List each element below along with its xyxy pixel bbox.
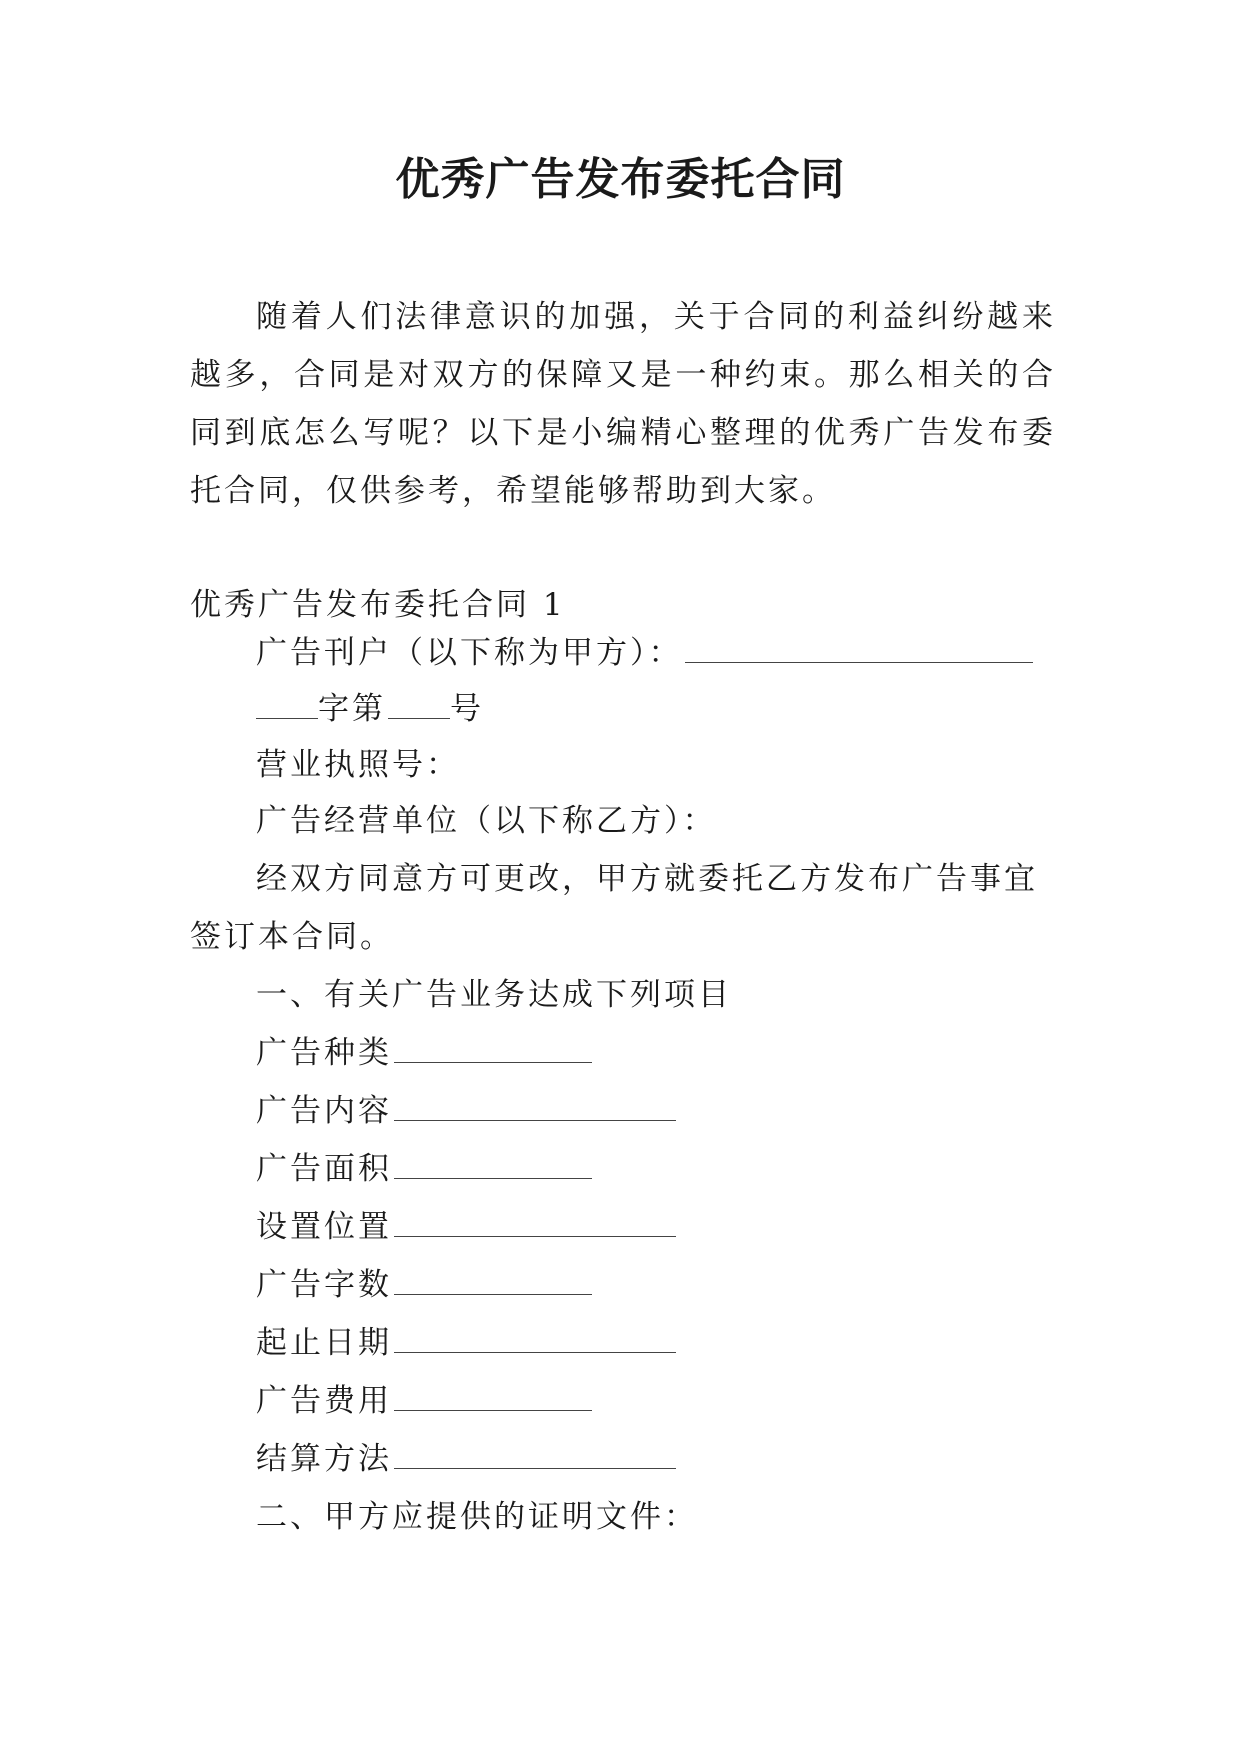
item-blank xyxy=(394,1206,676,1237)
item-label: 广告种类 xyxy=(256,1035,392,1071)
item-label: 结算方法 xyxy=(256,1441,392,1477)
license-line: 营业执照号： xyxy=(256,747,460,783)
party-a-label: 广告刊户（以下称为甲方）： xyxy=(256,635,683,671)
item-blank xyxy=(394,1032,592,1063)
item-blank xyxy=(394,1322,676,1353)
intro-paragraph: 随着人们法律意识的加强，关于合同的利益纠纷越来越多，合同是对双方的保障又是一种约束。那么相关的合同到底怎么写呢？以下是小编精心整理的优秀广告发布委托合同，仅供参考，希望能够帮助到大家。 xyxy=(190,299,1056,509)
item-ad-type xyxy=(256,1024,592,1082)
doc-number-blank xyxy=(388,688,450,719)
doc-number-line xyxy=(256,680,484,738)
item-blank xyxy=(394,1438,676,1469)
item-label: 广告面积 xyxy=(256,1151,392,1187)
doc-number-suffix: 号 xyxy=(450,691,484,727)
item-blank xyxy=(394,1090,676,1121)
item-label: 设置位置 xyxy=(256,1209,392,1245)
item-word-count xyxy=(256,1256,592,1314)
item-blank xyxy=(394,1264,592,1295)
item-dates xyxy=(256,1314,676,1372)
party-a-blank xyxy=(685,632,1033,663)
section-heading: 优秀广告发布委托合同 1 xyxy=(190,587,566,623)
agreement-paragraph: 经双方同意方可更改，甲方就委托乙方发布广告事宜签订本合同。 xyxy=(190,861,1038,955)
clause-1-heading: 一、有关广告业务达成下列项目 xyxy=(256,977,732,1013)
item-settlement xyxy=(256,1430,676,1488)
item-blank xyxy=(394,1380,592,1411)
doc-year-blank xyxy=(256,688,318,719)
item-label: 广告字数 xyxy=(256,1267,392,1303)
party-b-line: 广告经营单位（以下称乙方）： xyxy=(256,803,717,839)
document-title: 优秀广告发布委托合同 xyxy=(395,154,846,205)
party-a-line xyxy=(256,624,1033,682)
doc-number-prefix: 字第 xyxy=(318,691,386,727)
item-label: 广告费用 xyxy=(256,1383,392,1419)
item-ad-area xyxy=(256,1140,592,1198)
item-label: 广告内容 xyxy=(256,1093,392,1129)
item-ad-content xyxy=(256,1082,676,1140)
item-blank xyxy=(394,1148,592,1179)
item-label: 起止日期 xyxy=(256,1325,392,1361)
item-fee xyxy=(256,1372,592,1430)
clause-2-heading: 二、甲方应提供的证明文件： xyxy=(256,1499,698,1535)
item-position xyxy=(256,1198,676,1256)
